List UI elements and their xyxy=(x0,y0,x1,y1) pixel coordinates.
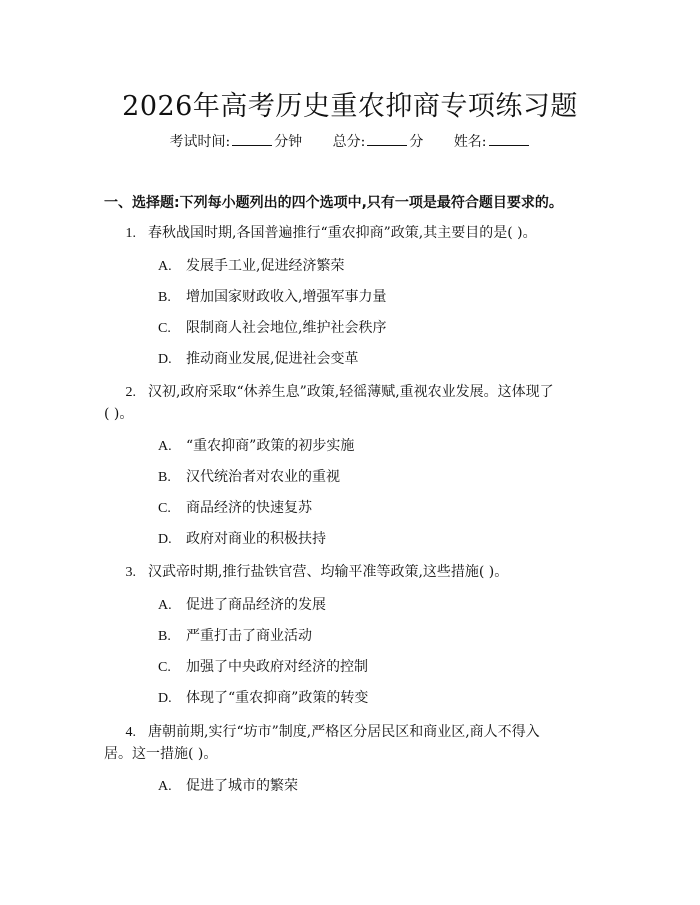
question-number: 4. xyxy=(125,725,136,740)
section-heading: 一、选择题:下列每小题列出的四个选项中,只有一项是最符合题目要求的。 xyxy=(104,195,563,211)
name-field xyxy=(454,131,531,151)
option-2c[interactable] xyxy=(158,498,312,519)
question-1 xyxy=(104,222,624,245)
option-3c[interactable] xyxy=(158,657,368,678)
question-4-cont xyxy=(104,743,624,765)
option-letter: D. xyxy=(158,532,172,547)
time-blank xyxy=(232,133,272,146)
option-3d[interactable] xyxy=(158,688,368,709)
question-text: 春秋战国时期,各国普遍推行“重农抑商”政策,其主要目的是( )。 xyxy=(148,225,537,241)
option-letter: C. xyxy=(158,501,171,516)
option-text: 加强了中央政府对经济的控制 xyxy=(186,659,368,675)
question-text-line1: 汉初,政府采取“休养生息”政策,轻徭薄赋,重视农业发展。这体现了 xyxy=(148,384,554,400)
option-3a[interactable] xyxy=(158,595,326,616)
option-letter: A. xyxy=(158,259,172,274)
option-2a[interactable] xyxy=(158,436,354,457)
question-text: 汉武帝时期,推行盐铁官营、均输平准等政策,这些措施( )。 xyxy=(148,564,509,580)
time-label: 考试时间: xyxy=(169,134,231,150)
option-text: 体现了“重农抑商”政策的转变 xyxy=(186,690,369,706)
option-3b[interactable] xyxy=(158,626,312,647)
option-letter: C. xyxy=(158,660,171,675)
question-number: 1. xyxy=(125,226,136,241)
option-text: 发展手工业,促进经济繁荣 xyxy=(186,258,345,274)
question-4 xyxy=(104,721,624,744)
time-unit: 分钟 xyxy=(274,134,303,150)
option-letter: D. xyxy=(158,691,172,706)
question-text-line1: 唐朝前期,实行“坊市”制度,严格区分居民区和商业区,商人不得入 xyxy=(148,724,540,740)
option-letter: B. xyxy=(158,290,171,305)
score-blank xyxy=(367,133,407,146)
name-label: 姓名: xyxy=(453,134,487,150)
option-letter: A. xyxy=(158,598,172,613)
option-letter: C. xyxy=(158,321,171,336)
question-number: 3. xyxy=(125,565,136,580)
option-letter: A. xyxy=(158,439,172,454)
name-blank xyxy=(489,133,529,146)
option-text: “重农抑商”政策的初步实施 xyxy=(186,438,355,454)
score-field xyxy=(333,131,424,151)
option-letter: D. xyxy=(158,352,172,367)
question-2-cont xyxy=(104,403,624,425)
option-text: 促进了商品经济的发展 xyxy=(186,597,326,613)
option-text: 商品经济的快速复苏 xyxy=(186,500,312,516)
question-number: 2. xyxy=(125,385,136,400)
time-field xyxy=(169,131,302,151)
question-3 xyxy=(104,561,624,584)
option-1b[interactable] xyxy=(158,287,386,308)
option-1c[interactable] xyxy=(158,318,386,339)
option-1a[interactable] xyxy=(158,256,344,277)
option-2b[interactable] xyxy=(158,467,340,488)
option-text: 促进了城市的繁荣 xyxy=(186,778,298,794)
question-text-line2: ( )。 xyxy=(104,406,134,422)
option-letter: B. xyxy=(158,470,171,485)
option-2d[interactable] xyxy=(158,529,326,550)
option-text: 政府对商业的积极扶持 xyxy=(186,531,326,547)
option-text: 增加国家财政收入,增强军事力量 xyxy=(186,289,387,305)
exam-meta xyxy=(0,131,700,151)
option-text: 限制商人社会地位,维护社会秩序 xyxy=(186,320,387,336)
option-text: 严重打击了商业活动 xyxy=(186,628,312,644)
page-title: 2026年高考历史重农抑商专项练习题 xyxy=(122,91,578,122)
question-2 xyxy=(104,381,624,404)
option-text: 推动商业发展,促进社会变革 xyxy=(186,351,359,367)
option-1d[interactable] xyxy=(158,349,358,370)
option-letter: A. xyxy=(158,779,172,794)
option-text: 汉代统治者对农业的重视 xyxy=(186,469,340,485)
option-4a[interactable] xyxy=(158,776,298,797)
score-label: 总分: xyxy=(332,134,366,150)
option-letter: B. xyxy=(158,629,171,644)
score-unit: 分 xyxy=(409,134,424,150)
question-text-line2: 居。这一措施( )。 xyxy=(104,746,218,762)
